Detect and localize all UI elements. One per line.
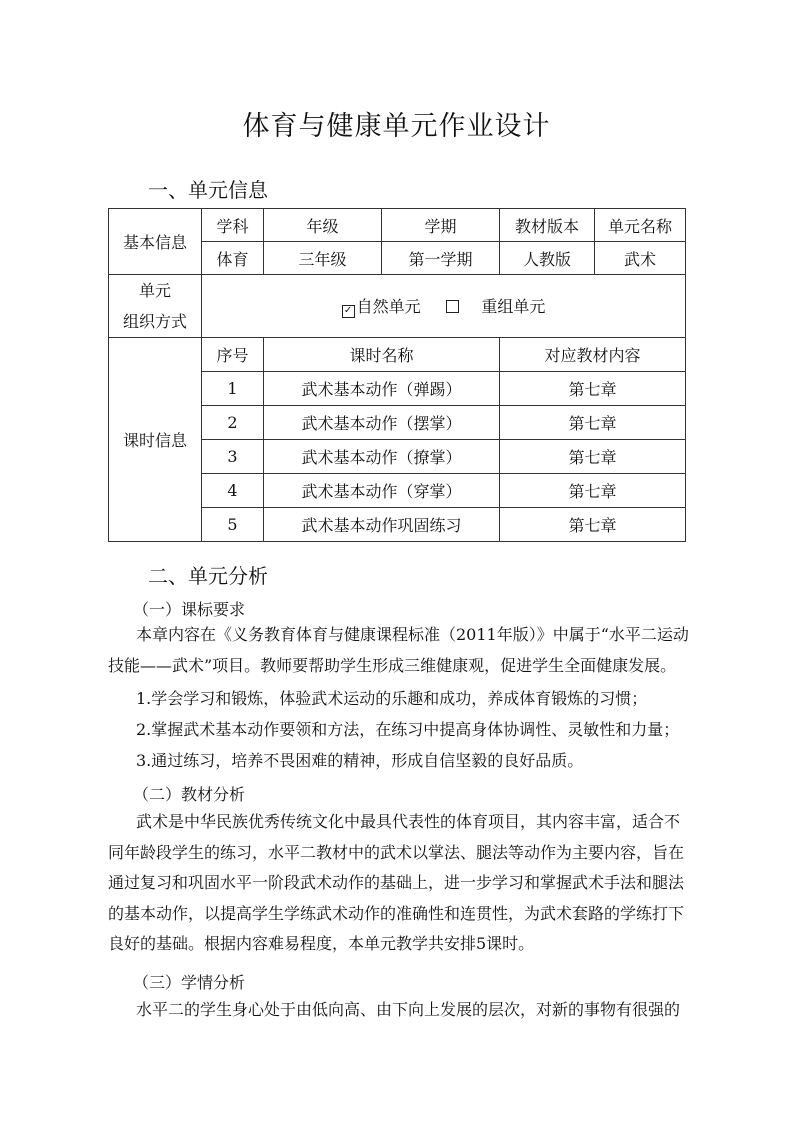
lesson-number: 1 — [202, 372, 264, 406]
header-unit-name: 单元名称 — [595, 209, 686, 242]
lesson-number: 2 — [202, 406, 264, 440]
requirements-list — [136, 683, 679, 776]
paragraph-curriculum — [108, 620, 688, 681]
header-textbook-version: 教材版本 — [500, 209, 595, 242]
paragraph-textbook — [108, 807, 688, 960]
lesson-name: 武术基本动作（穿掌） — [264, 474, 500, 508]
header-grade: 年级 — [264, 209, 382, 242]
value-textbook-version: 人教版 — [500, 242, 595, 275]
subheading-curriculum-requirements: （一）课标要求 — [133, 600, 246, 619]
regroup-unit-label: 重组单元 — [481, 297, 546, 316]
paragraph-line: 的基本动作，以提高学生学练武术动作的准确性和连贯性，为武术套路的学练打下 — [108, 903, 685, 923]
lesson-number: 4 — [202, 474, 264, 508]
unit-info-table — [108, 208, 686, 542]
natural-unit-label: 自然单元 — [356, 297, 421, 316]
lesson-info-label: 课时信息 — [109, 338, 202, 542]
paragraph-line: 良好的基础。根据内容难易程度，本单元教学共安排5课时。 — [108, 934, 535, 953]
value-semester: 第一学期 — [382, 242, 500, 275]
table-row — [109, 338, 686, 372]
lesson-name: 武术基本动作（弹踢） — [264, 372, 500, 406]
lesson-header-number: 序号 — [202, 338, 264, 372]
paragraph-line: 同年龄段学生的练习，水平二教材中的武术以掌法、腿法等动作为主要内容，旨在 — [108, 842, 685, 862]
regroup-unit-option[interactable] — [446, 294, 545, 317]
lesson-content: 第七章 — [500, 508, 686, 542]
paragraph-line: 武术是中华民族优秀传统文化中最具代表性的体育项目，其内容丰富，适合不 — [136, 812, 681, 831]
lesson-header-content: 对应教材内容 — [500, 338, 686, 372]
lesson-name: 武术基本动作（摆掌） — [264, 406, 500, 440]
lesson-content: 第七章 — [500, 440, 686, 474]
lesson-content: 第七章 — [500, 406, 686, 440]
org-method-label — [109, 275, 202, 338]
org-method-options — [202, 275, 686, 338]
lesson-content: 第七章 — [500, 474, 686, 508]
checkbox-checked-icon[interactable]: ✓ — [342, 305, 355, 318]
subheading-textbook-analysis: （二）教材分析 — [133, 785, 246, 804]
lesson-name: 武术基本动作巩固练习 — [264, 508, 500, 542]
paragraph-line: 通过复习和巩固水平一阶段武术动作的基础上，进一步学习和掌握武术手法和腿法 — [108, 873, 685, 892]
org-label-line2: 组织方式 — [122, 312, 187, 331]
header-semester: 学期 — [382, 209, 500, 242]
org-label-line1: 单元 — [138, 281, 171, 300]
lesson-number: 5 — [202, 508, 264, 542]
paragraph-line: 技能——武术”项目。教师要帮助学生形成三维健康观，促进学生全面健康发展。 — [108, 655, 677, 675]
subheading-student-analysis: （三）学情分析 — [133, 973, 246, 992]
table-row — [109, 209, 686, 242]
value-subject: 体育 — [202, 242, 264, 275]
paragraph-line: 本章内容在《义务教育体育与健康课程标准（2011年版）》中属于“水平二运动 — [136, 625, 689, 644]
paragraph-line: 水平二的学生身心处于由低向高、由下向上发展的层次，对新的事物有很强的 — [136, 1000, 681, 1019]
basic-info-label: 基本信息 — [109, 209, 202, 275]
value-grade: 三年级 — [264, 242, 382, 275]
paragraph-student — [108, 995, 688, 1026]
lesson-number: 3 — [202, 440, 264, 474]
section-heading-unit-info: 一、单元信息 — [148, 178, 268, 202]
table-row — [109, 275, 686, 338]
list-item: 3.通过练习，培养不畏困难的精神，形成自信坚毅的良好品质。 — [136, 751, 584, 770]
list-item: 2.掌握武术基本动作要领和方法，在练习中提高身体协调性、灵敏性和力量； — [136, 720, 680, 739]
header-subject: 学科 — [202, 209, 264, 242]
list-item: 1.学会学习和锻炼，体验武术运动的乐趣和成功，养成体育锻炼的习惯； — [136, 689, 648, 708]
section-heading-unit-analysis: 二、单元分析 — [148, 564, 268, 588]
checkbox-empty-icon[interactable] — [446, 300, 459, 313]
document-title: 体育与健康单元作业设计 — [242, 111, 551, 142]
lesson-content: 第七章 — [500, 372, 686, 406]
lesson-name: 武术基本动作（撩掌） — [264, 440, 500, 474]
lesson-header-name: 课时名称 — [264, 338, 500, 372]
natural-unit-option[interactable] — [342, 294, 421, 318]
value-unit-name: 武术 — [595, 242, 686, 275]
